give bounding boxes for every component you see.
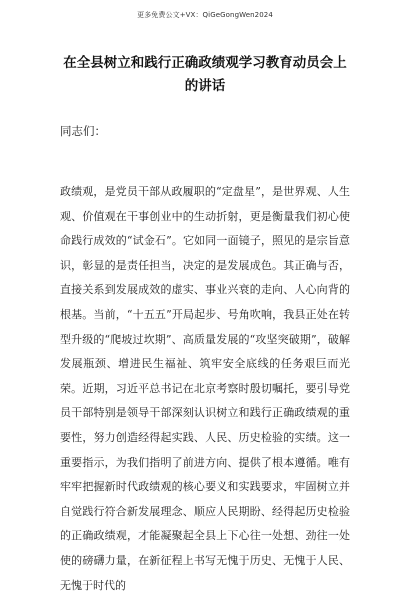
body-paragraph: 政绩观，是党员干部从政履职的“定盘星”，是世界观、人生观、价值观在干事创业中的生动折射，更是衡量我们初心使命践行成效的“试金石”。它如同一面镜子，照见的是宗旨意识，彰显的是责任担当，决定的是发展成色。其正确与否，直接关系到发展成效的虚实、事业兴衰的走向、人心向背的根基。当前，“十五五”开局起步、号角吹响，我县正处在转型升级的“爬坡过坎期”、高质量发展的“攻坚突破期”，破解发展瓶颈、增进民生福祉、筑牢安全底线的任务艰巨而光荣。近期，习近平总书记在北京考察时殷切嘱托，要引导党员干部特别是领导干部深刻认识树立和践行正确政绩观的重要性，努力创造经得起实践、人民、历史检验的实绩。这一重要指示，为我们指明了前进方向、提供了根本遵循。唯有牢牢把握新时代政绩观的核心要义和实践要求，牢固树立并自觉践行符合新发展理念、顺应人民期盼、经得起历史检验的正确政绩观，才能凝聚起全县上下心往一处想、劲往一处使的磅礴力量，在新征程上书写无愧于历史、无愧于人民、无愧于时代的 <box>60 185 350 592</box>
document-title: 在全县树立和践行正确政绩观学习教育动员会上的讲话 <box>63 55 347 94</box>
header-note: 更多免费公文+VX：QiGeGongWen2024 <box>137 11 273 19</box>
salutation: 同志们： <box>60 124 106 138</box>
